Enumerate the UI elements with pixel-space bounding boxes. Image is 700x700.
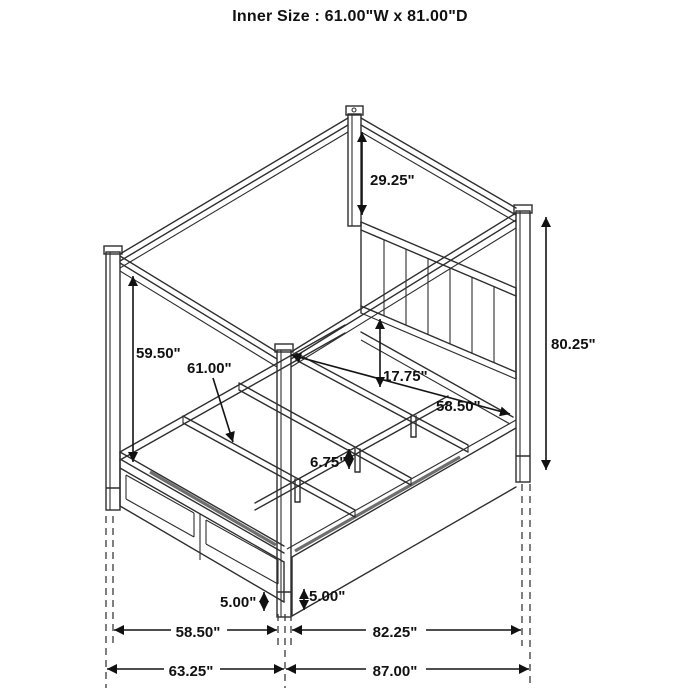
dim-label: 17.75" [383,368,428,385]
dim-label: 82.25" [372,624,418,641]
dim-depth-inner [292,624,521,641]
cap-dot [352,108,356,112]
canopy-frame [104,106,532,367]
footboard-storage-bench [120,452,284,602]
drawer-front-left [126,475,194,537]
page-title: Inner Size : 61.00"W x 81.00"D [232,8,468,25]
extension-lines [106,484,530,688]
dim-label: 6.75" [310,454,347,471]
dim-label: 63.25" [168,663,214,680]
dim-label: 58.50" [175,624,221,641]
dim-label: 61.00" [187,360,232,377]
dim-support-leg [310,449,349,471]
dim-headboard-span [291,355,510,415]
dim-floor-clearance-side [304,588,345,610]
headboard [361,222,516,424]
dim-label: 87.00" [372,663,418,680]
dim-width-inner [114,624,277,641]
dim-label: 80.25" [551,336,596,353]
dim-label: 5.00" [220,594,257,611]
dim-label: 59.50" [136,345,181,362]
dim-floor-clearance-foot [220,592,264,611]
dim-width-overall [107,663,284,680]
siderail-accent-stripe [295,457,460,551]
dim-overall-height [546,217,596,470]
dim-depth-overall [286,663,529,680]
dim-label: 29.25" [370,172,415,189]
dim-label: 5.00" [309,588,346,605]
dim-headboard-bottom-gap [380,319,428,387]
dim-label: 58.50" [436,398,481,415]
canopy-cap-front [275,344,293,352]
canopy-cap-right [514,205,532,213]
